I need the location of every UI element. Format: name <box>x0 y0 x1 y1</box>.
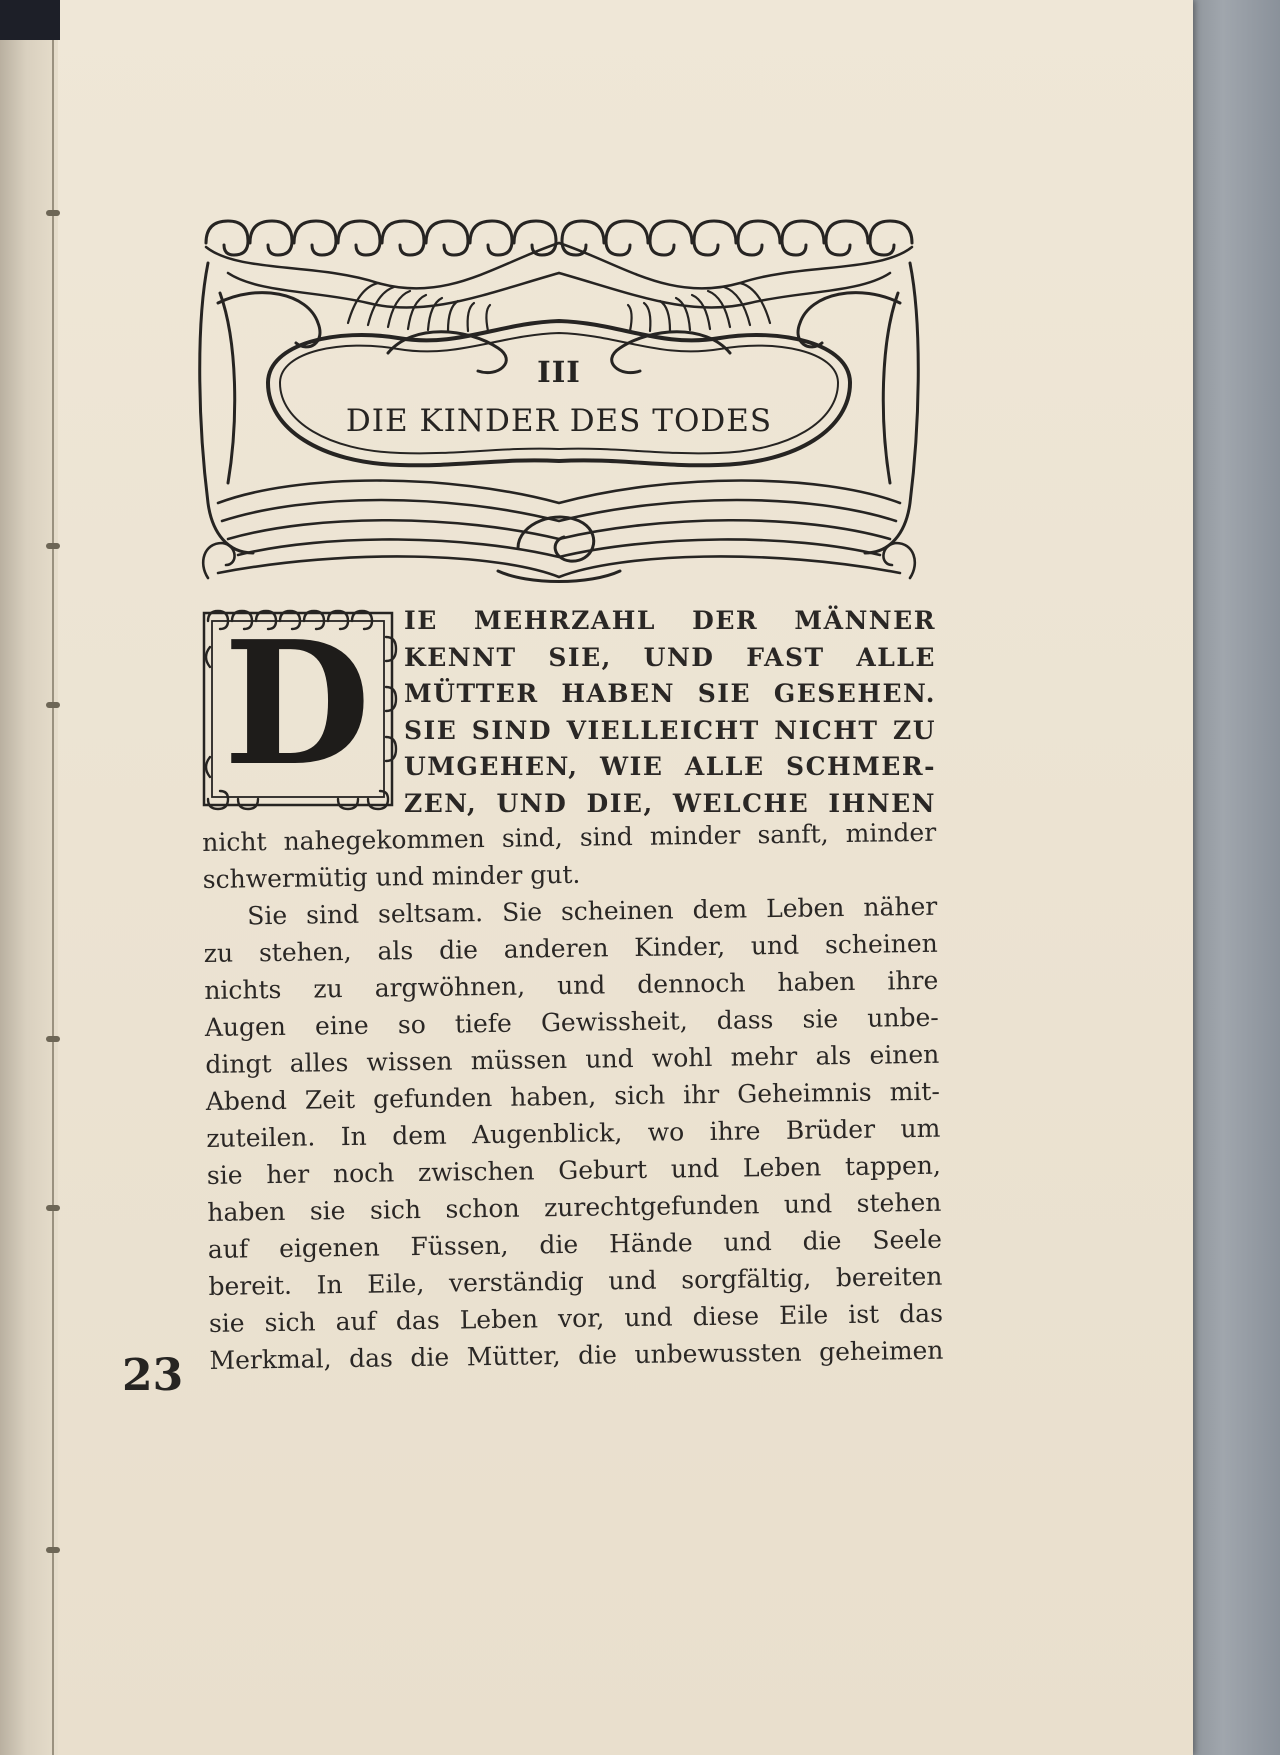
opening-line: KENNT SIE, UND FAST ALLE <box>404 642 936 672</box>
text-line: nicht nahegekommen sind, sind minder sanft, minder <box>202 817 937 857</box>
binding-stitch <box>46 1036 60 1042</box>
cover-corner <box>0 0 60 40</box>
binding-stitch <box>46 1205 60 1211</box>
spine-edge <box>0 0 58 1755</box>
spine-fold <box>52 0 54 1755</box>
ornament-frame-icon <box>198 203 920 587</box>
chapter-title: DIE KINDER DES TODES <box>345 403 773 439</box>
text-line: Sie sind seltsam. Sie scheinen dem Leben näher <box>247 891 938 931</box>
text-line: auf eigenen Füssen, die Hände und die Seele <box>207 1224 943 1264</box>
text-line: Merkmal, das die Mütter, die unbewussten geheimen <box>209 1335 944 1375</box>
text-line: Augen eine so tiefe Gewissheit, dass sie unbe- <box>204 1002 939 1042</box>
backdrop <box>1185 0 1280 1755</box>
text-line: schwermütig und minder gut. <box>202 859 581 894</box>
opening-line: UMGEHEN, WIE ALLE SCHMER- <box>404 752 936 781</box>
text-line: sie her noch zwischen Geburt und Leben tappen, <box>206 1150 942 1190</box>
chapter-header-ornament <box>198 203 920 587</box>
binding-stitch <box>46 702 60 708</box>
text-line: sie sich auf das Leben vor, und diese Eile ist das <box>208 1298 944 1338</box>
binding-stitch <box>46 210 60 216</box>
binding-stitch <box>46 543 60 549</box>
text-line: nichts zu argwöhnen, und dennoch haben ihre <box>204 965 939 1005</box>
binding-stitch <box>46 1547 60 1553</box>
chapter-number: III <box>537 355 581 389</box>
text-line: bereit. In Eile, verständig und sorgfältig, bereiten <box>208 1261 943 1301</box>
body-text <box>202 814 944 1379</box>
page-number: 23 <box>122 1350 184 1401</box>
text-line: dingt alles wissen müssen und wohl mehr als einen <box>205 1039 940 1079</box>
text-line: haben sie sich schon zurechtgefunden und stehen <box>207 1187 942 1227</box>
opening-line: ZEN, UND DIE, WELCHE IHNEN <box>404 788 936 818</box>
opening-line: MÜTTER HABEN SIE GESEHEN. <box>404 679 936 708</box>
text-line: zu stehen, als die anderen Kinder, und scheinen <box>203 928 938 968</box>
decorated-initial <box>198 604 398 811</box>
opening-capitals <box>404 603 936 822</box>
text-line: zuteilen. In dem Augenblick, wo ihre Brüder um <box>206 1113 941 1153</box>
dropcap-letter: D <box>223 604 371 804</box>
opening-line: SIE SIND VIELLEICHT NICHT ZU <box>404 715 936 745</box>
opening-line: IE MEHRZAHL DER MÄNNER <box>404 606 936 635</box>
text-line: Abend Zeit gefunden haben, sich ihr Geheimnis mit- <box>205 1076 941 1116</box>
